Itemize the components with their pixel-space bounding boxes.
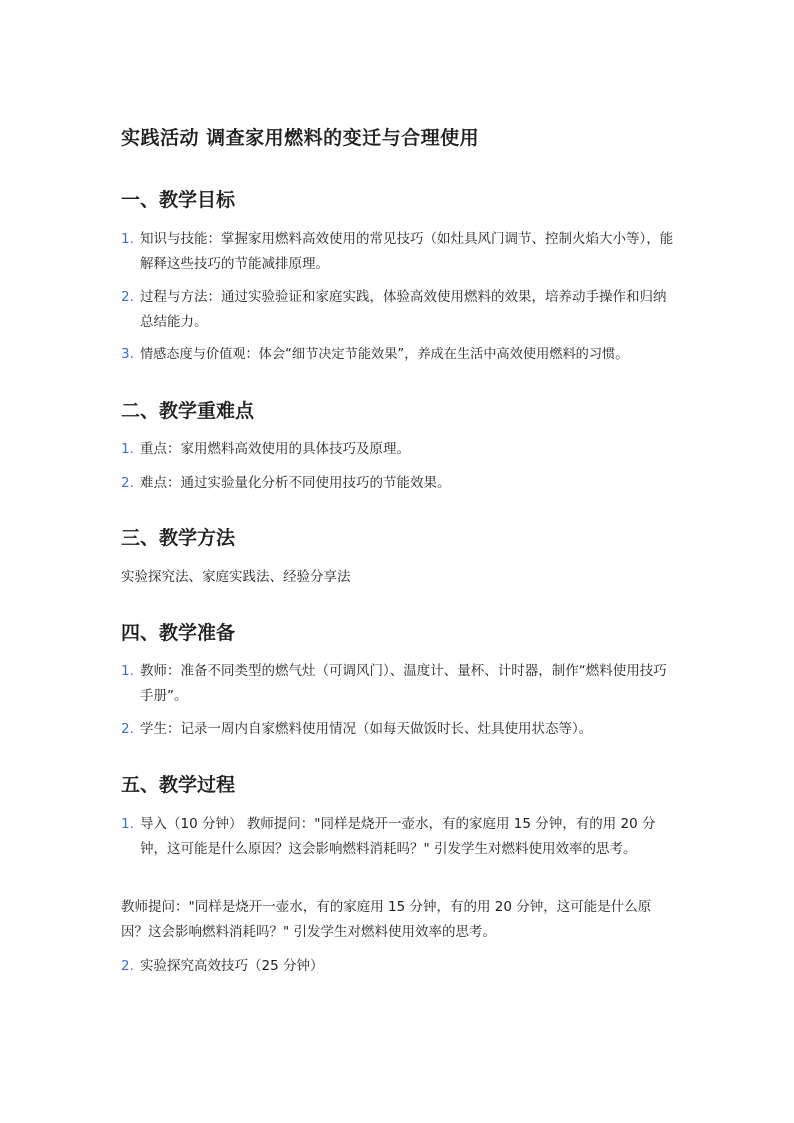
list-number: 2. [121,289,134,305]
process-paragraph: 教师提问："同样是烧开一壶水，有的家庭用 15 分钟，有的用 20 分钟，这可能是什么原因？这会影响燃料消耗吗？" 引发学生对燃料使用效率的思考。 [121,899,652,940]
list-text: 学生：记录一周内自家燃料使用情况（如每天做饭时长、灶具使用状态等）。 [140,721,593,737]
list-item [121,659,677,709]
list-number: 2. [121,475,134,491]
list-text: 导入（10 分钟） 教师提问："同样是烧开一壶水，有的家庭用 15 分钟，有的用 20 分钟，这可能是什么原因？这会影响燃料消耗吗？" 引发学生对燃料使用效率的思考。 [140,816,656,857]
list-number: 2. [121,721,134,737]
list-number: 1. [121,816,134,832]
list-item [121,954,677,979]
list-number: 2. [121,958,134,974]
list-number: 3. [121,346,134,362]
list-text: 实验探究高效技巧（25 分钟） [140,958,324,974]
section-heading-preparation: 四、教学准备 [121,622,236,644]
list-item [121,342,677,367]
list-text: 情感态度与价值观：体会“细节决定节能效果”，养成在生活中高效使用燃料的习惯。 [140,347,629,362]
section-heading-objectives: 一、教学目标 [121,189,236,211]
methods-paragraph: 实验探究法、家庭实践法、经验分享法 [121,569,351,585]
list-item [121,717,677,742]
list-item [121,812,677,862]
list-item [121,285,677,335]
section-heading-key-points: 二、教学重难点 [121,400,255,422]
list-text: 过程与方法：通过实验验证和家庭实践，体验高效使用燃料的效果，培养动手操作和归纳总结能力。 [140,289,667,330]
list-text: 难点：通过实验量化分析不同使用技巧的节能效果。 [140,475,451,491]
list-item [121,437,677,462]
list-text: 教师：准备不同类型的燃气灶（可调风门）、温度计、量杯、计时器，制作“燃料使用技巧手册”。 [140,663,667,704]
list-text: 知识与技能：掌握家用燃料高效使用的常见技巧（如灶具风门调节、控制火焰大小等），能解释这些技巧的节能减排原理。 [140,231,674,272]
list-item [121,471,677,496]
section-heading-process: 五、教学过程 [121,774,236,796]
list-number: 1. [121,441,134,457]
list-item [121,227,677,277]
list-text: 重点：家用燃料高效使用的具体技巧及原理。 [140,441,410,457]
list-number: 1. [121,663,134,679]
section-heading-methods: 三、教学方法 [121,527,236,549]
list-number: 1. [121,231,134,247]
document-title: 实践活动 调查家用燃料的变迁与合理使用 [121,127,480,149]
